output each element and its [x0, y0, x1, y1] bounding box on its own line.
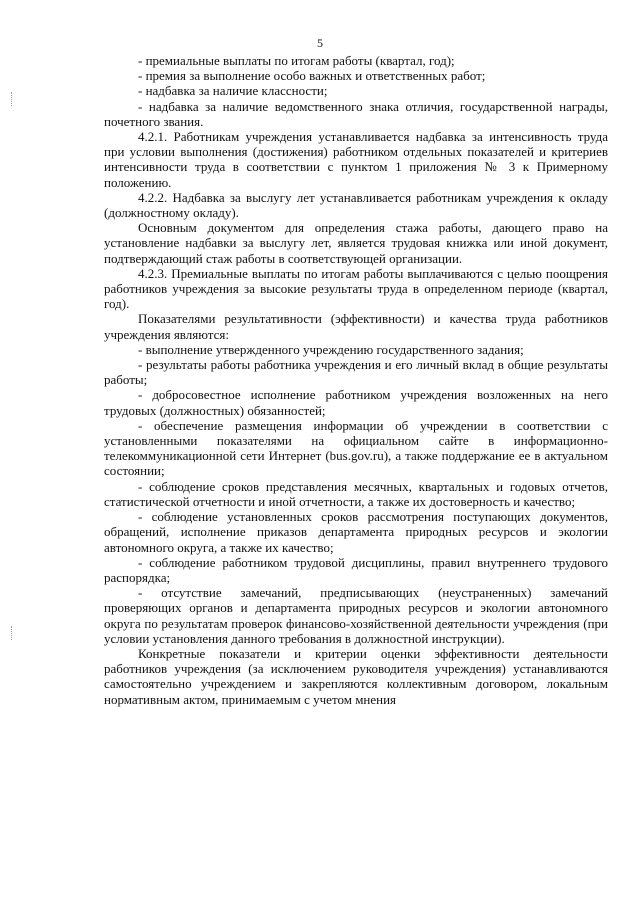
paragraph-4-2-1: 4.2.1. Работникам учреждения устанавливается надбавка за интенсивность труда при условии выполнения (достижения) работником отдельных показателей и критериев интенсивности труда в соответствии с пунктом 1 приложения № 3 к Примерному положению. [104, 129, 608, 190]
list-item: - надбавка за наличие классности; [138, 83, 328, 99]
scan-margin-mark [11, 626, 13, 640]
list-item: - премия за выполнение особо важных и ответственных работ; [138, 68, 486, 84]
list-item: - добросовестное исполнение работником учреждения возложенных на него трудовых (должностных) обязанностей; [104, 387, 608, 418]
list-item: - премиальные выплаты по итогам работы (квартал, год); [138, 53, 455, 68]
paragraph: Основным документом для определения стажа работы, дающего право на установление надбавки за выслугу лет, является трудовая книжка или иной документ, подтверждающий стаж работы в соответствующей организации. [104, 220, 608, 266]
page-number: 5 [317, 36, 323, 50]
list-item: - соблюдение работником трудовой дисциплины, правил внутреннего трудового распорядка; [104, 554, 608, 585]
list-item: - соблюдение установленных сроков рассмотрения поступающих документов, обращений, исполнение приказов департамента природных ресурсов и экологии автономного округа, а также их качество; [104, 509, 608, 555]
list-item: - обеспечение размещения информации об учреждении в соответствии с установленными показателями на официальном сайте в информационно-телекоммуникационной сети Интернет (bus.gov.ru), а также поддержание ее в актуальном состоянии; [104, 417, 608, 479]
list-item: - надбавка за наличие ведомственного знака отличия, государственной награды, почетного звания. [104, 98, 608, 129]
list-item: - выполнение утвержденного учреждению государственного задания; [138, 341, 524, 357]
paragraph-4-2-2: 4.2.2. Надбавка за выслугу лет устанавливается работникам учреждения к окладу (должностному окладу). [104, 189, 608, 221]
list-item: - результаты работы работника учреждения и его личный вклад в общие результаты работы; [104, 357, 608, 388]
paragraph: Конкретные показатели и критерии оценки эффективности деятельности работников учреждения (за исключением руководителя учреждения) устанавливаются самостоятельно учреждением и закрепляются коллективным договором, локальным нормативным актом, принимаемым с учетом мнения [104, 645, 608, 707]
list-item: - отсутствие замечаний, предписывающих (неустраненных) замечаний проверяющих органов и департамента природных ресурсов и экологии автономного округа по результатам проверок финансово-хозяйственной деятельности учреждения (при условии установления данного требования в должностной инструкции). [104, 585, 608, 646]
paragraph: Показателями результативности (эффективности) и качества труда работников учреждения являются: [104, 311, 608, 342]
scan-margin-mark [11, 92, 13, 106]
document-body [104, 53, 608, 707]
list-item: - соблюдение сроков представления месячных, квартальных и годовых отчетов, статистической отчетности и иной отчетности, а также их достоверность и качество; [104, 478, 608, 509]
paragraph-4-2-3: 4.2.3. Премиальные выплаты по итогам работы выплачиваются с целью поощрения работников учреждения за высокие результаты труда в определенном периоде (квартал, год). [104, 265, 608, 312]
